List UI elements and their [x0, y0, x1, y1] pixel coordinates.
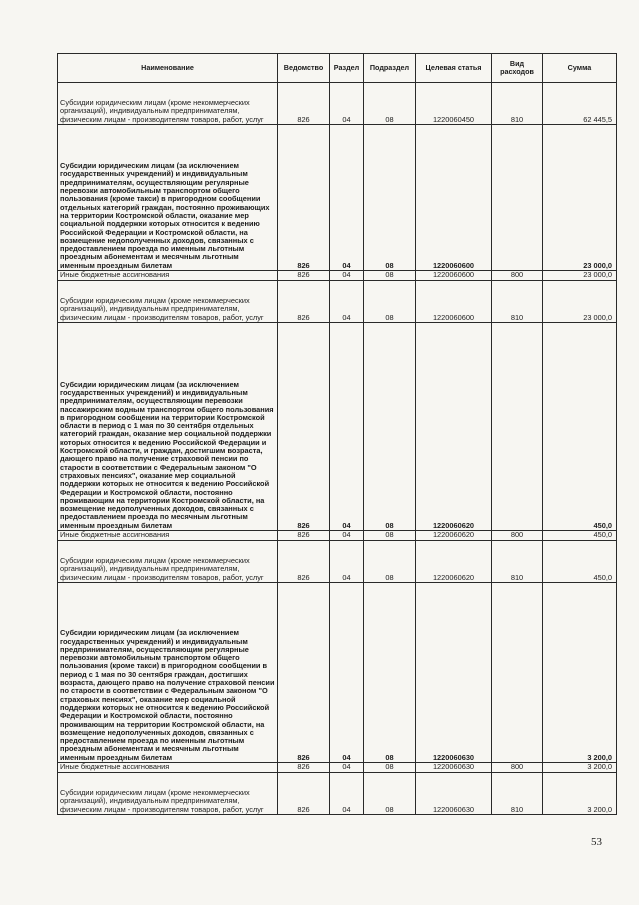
table-row: [58, 125, 617, 271]
row-vid: 810: [492, 773, 543, 815]
row-podrazdel: 08: [364, 531, 416, 541]
row-podrazdel: 08: [364, 323, 416, 531]
row-podrazdel: 08: [364, 583, 416, 763]
row-name: Субсидии юридическим лицам (кроме некоммерческих организаций), индивидуальным предпринимателям, физическим лицам - производителям товаров, работ, услуг: [58, 83, 278, 125]
row-name: Иные бюджетные ассигнования: [58, 271, 278, 281]
header-vid: Вид расходов: [492, 54, 543, 83]
row-vedomstvo: 826: [278, 125, 330, 271]
row-razdel: 04: [330, 125, 364, 271]
table-row: [58, 583, 617, 763]
row-vid: [492, 125, 543, 271]
row-sum: 3 200,0: [543, 763, 617, 773]
row-target: 1220060630: [416, 763, 492, 773]
row-razdel: 04: [330, 773, 364, 815]
row-target: 1220060620: [416, 531, 492, 541]
row-vedomstvo: 826: [278, 541, 330, 583]
row-razdel: 04: [330, 323, 364, 531]
row-vedomstvo: 826: [278, 531, 330, 541]
row-sum: 3 200,0: [543, 583, 617, 763]
row-sum: 450,0: [543, 323, 617, 531]
row-target: 1220060620: [416, 323, 492, 531]
row-podrazdel: 08: [364, 281, 416, 323]
row-sum: 62 445,5: [543, 83, 617, 125]
header-name: Наименование: [58, 54, 278, 83]
row-vedomstvo: 826: [278, 763, 330, 773]
row-sum: 450,0: [543, 541, 617, 583]
row-vedomstvo: 826: [278, 281, 330, 323]
row-name: Субсидии юридическим лицам (кроме некоммерческих организаций), индивидуальным предпринимателям, физическим лицам - производителям товаров, работ, услуг: [58, 541, 278, 583]
row-sum: 450,0: [543, 531, 617, 541]
row-vid: 800: [492, 763, 543, 773]
row-podrazdel: 08: [364, 773, 416, 815]
row-target: 1220060620: [416, 541, 492, 583]
table-row: [58, 531, 617, 541]
row-sum: 23 000,0: [543, 125, 617, 271]
row-podrazdel: 08: [364, 83, 416, 125]
row-name: Субсидии юридическим лицам (за исключением государственных учреждений) и индивидуальным предпринимателям, осуществляющим перевозки пассажирским водным транспортом общего пользования в пригородном сообщении на территории Костромской области в период с 1 мая по 30 сентября отдельных категорий граждан, оказание мер социальной поддержки которых относится к ведению Российской Федерации и Костромской области, и граждан, достигшим возраста, дающего право на получение страховой пенсии по старости в соответствии с Федеральным законом "О страховых пенсиях", оказание мер социальной поддержки которых не относится к ведению Российской Федерации и Костромской области, постоянно проживающим на территории Костромской области, на возмещение недополученных доходов, связанных с предоставлением проезда по месячным льготным именным проездным билетам: [58, 323, 278, 531]
row-razdel: 04: [330, 541, 364, 583]
table-row: [58, 773, 617, 815]
row-target: 1220060630: [416, 583, 492, 763]
header-podrazdel: Подраздел: [364, 54, 416, 83]
row-vid: 800: [492, 271, 543, 281]
row-vid: [492, 583, 543, 763]
row-vid: 810: [492, 83, 543, 125]
row-podrazdel: 08: [364, 125, 416, 271]
row-target: 1220060630: [416, 773, 492, 815]
row-razdel: 04: [330, 531, 364, 541]
row-razdel: 04: [330, 271, 364, 281]
row-name: Субсидии юридическим лицам (кроме некоммерческих организаций), индивидуальным предпринимателям, физическим лицам - производителям товаров, работ, услуг: [58, 281, 278, 323]
row-vedomstvo: 826: [278, 271, 330, 281]
header-target: Целевая статья: [416, 54, 492, 83]
row-vedomstvo: 826: [278, 83, 330, 125]
row-target: 1220060600: [416, 281, 492, 323]
row-vid: 800: [492, 531, 543, 541]
row-razdel: 04: [330, 83, 364, 125]
row-sum: 23 000,0: [543, 271, 617, 281]
row-name: Субсидии юридическим лицам (за исключением государственных учреждений) и индивидуальным предпринимателям, осуществляющим регулярные перевозки автомобильным транспортом общего пользования (кроме такси) в пригородном сообщении отдельных категорий граждан, постоянно проживающих на территории Костромской области, оказание мер социальной поддержки которых относится к ведению Российской Федерации и Костромской области, на возмещение недополученных доходов, связанных с предоставлением проезда по именным льготным проездным абонементам и месячным льготным именным проездным билетам: [58, 125, 278, 271]
row-name: Иные бюджетные ассигнования: [58, 763, 278, 773]
budget-table: [57, 53, 617, 815]
table-row: [58, 271, 617, 281]
table-row: [58, 281, 617, 323]
header-razdel: Раздел: [330, 54, 364, 83]
table-row: [58, 83, 617, 125]
row-razdel: 04: [330, 763, 364, 773]
row-target: 1220060600: [416, 125, 492, 271]
row-vid: [492, 323, 543, 531]
row-vedomstvo: 826: [278, 583, 330, 763]
row-vedomstvo: 826: [278, 323, 330, 531]
row-name: Субсидии юридическим лицам (кроме некоммерческих организаций), индивидуальным предпринимателям, физическим лицам - производителям товаров, работ, услуг: [58, 773, 278, 815]
row-podrazdel: 08: [364, 541, 416, 583]
row-name: Субсидии юридическим лицам (за исключением государственных учреждений) и индивидуальным предпринимателям, осуществляющим регулярные перевозки автомобильным транспортом общего пользования (кроме такси) в пригородном сообщении в период с 1 мая по 30 сентября граждан, достигших возраста, дающего право на получение страховой пенсии по старости в соответствии с Федеральным законом "О страховых пенсиях", оказание мер социальной поддержки которых не относится к ведению Российской Федерации и Костромской области, постоянно проживающим на территории Костромской области, на возмещение недополученных доходов, связанных с предоставлением проезда по именным льготным проездным абонементам и месячным льготным именным проездным билетам: [58, 583, 278, 763]
row-target: 1220060600: [416, 271, 492, 281]
row-vedomstvo: 826: [278, 773, 330, 815]
row-name: Иные бюджетные ассигнования: [58, 531, 278, 541]
row-sum: 3 200,0: [543, 773, 617, 815]
header-sum: Сумма: [543, 54, 617, 83]
row-podrazdel: 08: [364, 271, 416, 281]
row-vid: 810: [492, 541, 543, 583]
table-row: [58, 323, 617, 531]
table-row: [58, 763, 617, 773]
row-razdel: 04: [330, 583, 364, 763]
row-vid: 810: [492, 281, 543, 323]
table-header-row: [58, 54, 617, 83]
page-number: 53: [591, 836, 602, 848]
row-sum: 23 000,0: [543, 281, 617, 323]
table-row: [58, 541, 617, 583]
header-vedomstvo: Ведомство: [278, 54, 330, 83]
row-target: 1220060450: [416, 83, 492, 125]
row-podrazdel: 08: [364, 763, 416, 773]
row-razdel: 04: [330, 281, 364, 323]
